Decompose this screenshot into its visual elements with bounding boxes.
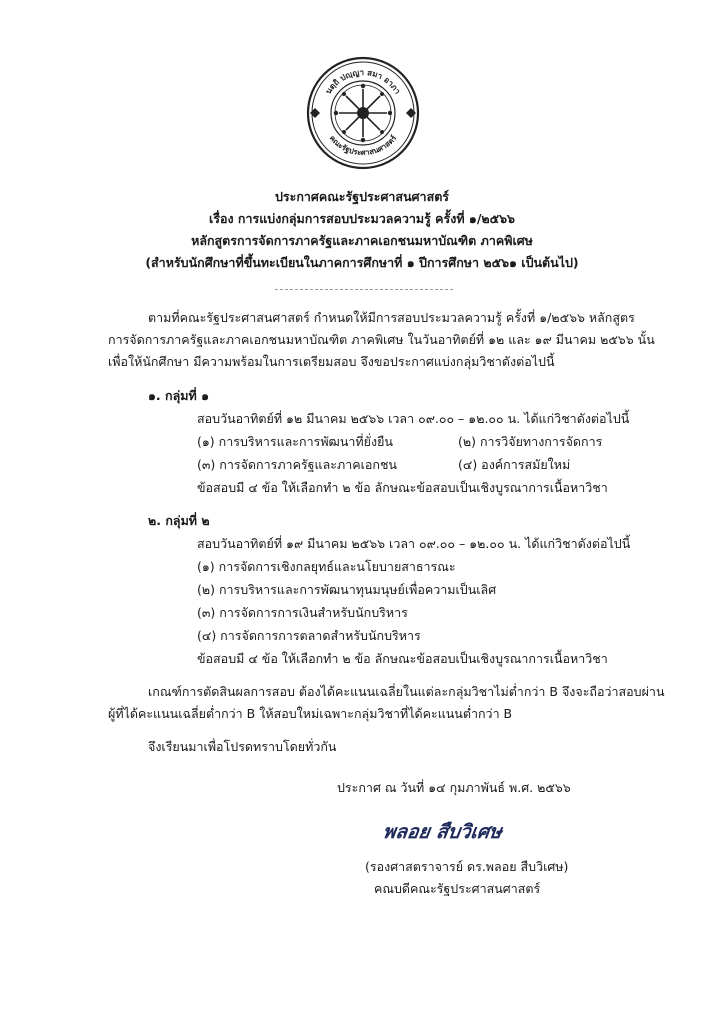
eligibility-note: (สำหรับนักศึกษาที่ขึ้นทะเบียนในภาคการศึกษาที่ ๑ ปีการศึกษา ๒๕๖๑ เป็นต้นไป) (145, 255, 579, 270)
group-1-subject-2: (๒) การวิจัยทางการจัดการ (458, 434, 603, 449)
intro-line-1: ตามที่คณะรัฐประศาสนศาสตร์ กำหนดให้มีการสอบประมวลความรู้ ครั้งที่ ๑/๒๕๖๖ หลักสูตร (148, 310, 635, 325)
group-1-subject-3: (๓) การจัดการภาครัฐและภาคเอกชน (197, 457, 397, 472)
group-1-subject-1: (๑) การบริหารและการพัฒนาที่ยั่งยืน (197, 434, 393, 449)
group-2-subject-3: (๓) การจัดการการเงินสำหรับนักบริหาร (197, 605, 408, 620)
announcement-title: ประกาศคณะรัฐประศาสนศาสตร์ (274, 189, 450, 204)
handwritten-signature: พลอย สืบวิเศษ (381, 821, 504, 843)
group-2-exam-note: ข้อสอบมี ๔ ข้อ ให้เลือกทำ ๒ ข้อ ลักษณะข้อสอบเป็นเชิงบูรณาการเนื้อหาวิชา (197, 651, 608, 666)
group-1-exam-note: ข้อสอบมี ๔ ข้อ ให้เลือกทำ ๒ ข้อ ลักษณะข้อสอบเป็นเชิงบูรณาการเนื้อหาวิชา (197, 480, 608, 495)
seal-bottom-text: คณะรัฐประศาสนศาสตร์ (327, 133, 399, 158)
announcement-date: ประกาศ ณ วันที่ ๑๔ กุมภาพันธ์ พ.ศ. ๒๕๖๖ (337, 780, 571, 795)
announcement-subject: เรื่อง การแบ่งกลุ่มการสอบประมวลความรู้ ครั้งที่ ๑/๒๕๖๖ (208, 211, 515, 226)
group-2-title: ๒. กลุ่มที่ ๒ (148, 513, 210, 528)
group-2-subject-4: (๔) การจัดการการตลาดสำหรับนักบริหาร (197, 628, 421, 643)
closing-text: จึงเรียนมาเพื่อโปรดทราบโดยทั่วกัน (148, 739, 337, 754)
seal-top-text: นตฺถิ ปญฺญา สมา อาภา (323, 67, 403, 96)
program-name: หลักสูตรการจัดการภาครัฐและภาคเอกชนมหาบัณฑิต ภาคพิเศษ (191, 233, 533, 248)
faculty-seal-logo (305, 55, 421, 171)
intro-line-3: เพื่อให้นักศึกษา มีความพร้อมในการเตรียมสอบ จึงขอประกาศแบ่งกลุ่มวิชาดังต่อไปนี้ (108, 354, 555, 369)
group-2-subject-2: (๒) การบริหารและการพัฒนาทุนมนุษย์เพื่อความเป็นเลิศ (197, 582, 497, 597)
signatory-name: (รองศาสตราจารย์ ดร.พลอย สืบวิเศษ) (365, 859, 569, 874)
group-1-subject-4: (๔) องค์การสมัยใหม่ (458, 457, 571, 472)
group-2-subject-1: (๑) การจัดการเชิงกลยุทธ์และนโยบายสาธารณะ (197, 559, 456, 574)
group-2-schedule: สอบวันอาทิตย์ที่ ๑๙ มีนาคม ๒๕๖๖ เวลา ๐๙.๐๐ – ๑๒.๐๐ น. ได้แก่วิชาดังต่อไปนี้ (197, 536, 631, 551)
header-divider (275, 289, 453, 290)
intro-line-2: การจัดการภาครัฐและภาคเอกชนมหาบัณฑิต ภาคพิเศษ ในวันอาทิตย์ที่ ๑๒ และ ๑๙ มีนาคม ๒๕๖๖ นั้น (108, 332, 655, 347)
signatory-position: คณบดีคณะรัฐประศาสนศาสตร์ (374, 881, 541, 896)
group-1-title: ๑. กลุ่มที่ ๑ (148, 388, 210, 403)
group-1-schedule: สอบวันอาทิตย์ที่ ๑๒ มีนาคม ๒๕๖๖ เวลา ๐๙.๐๐ – ๑๒.๐๐ น. ได้แก่วิชาดังต่อไปนี้ (197, 411, 630, 426)
criteria-line-2: ผู้ที่ได้คะแนนเฉลี่ยต่ำกว่า B ให้สอบใหม่เฉพาะกลุ่มวิชาที่ได้คะแนนต่ำกว่า B (108, 706, 513, 721)
criteria-line-1: เกณฑ์การตัดสินผลการสอบ ต้องได้คะแนนเฉลี่ยในแต่ละกลุ่มวิชาไม่ต่ำกว่า B จึงจะถือว่าสอบผ่าน (148, 684, 665, 699)
